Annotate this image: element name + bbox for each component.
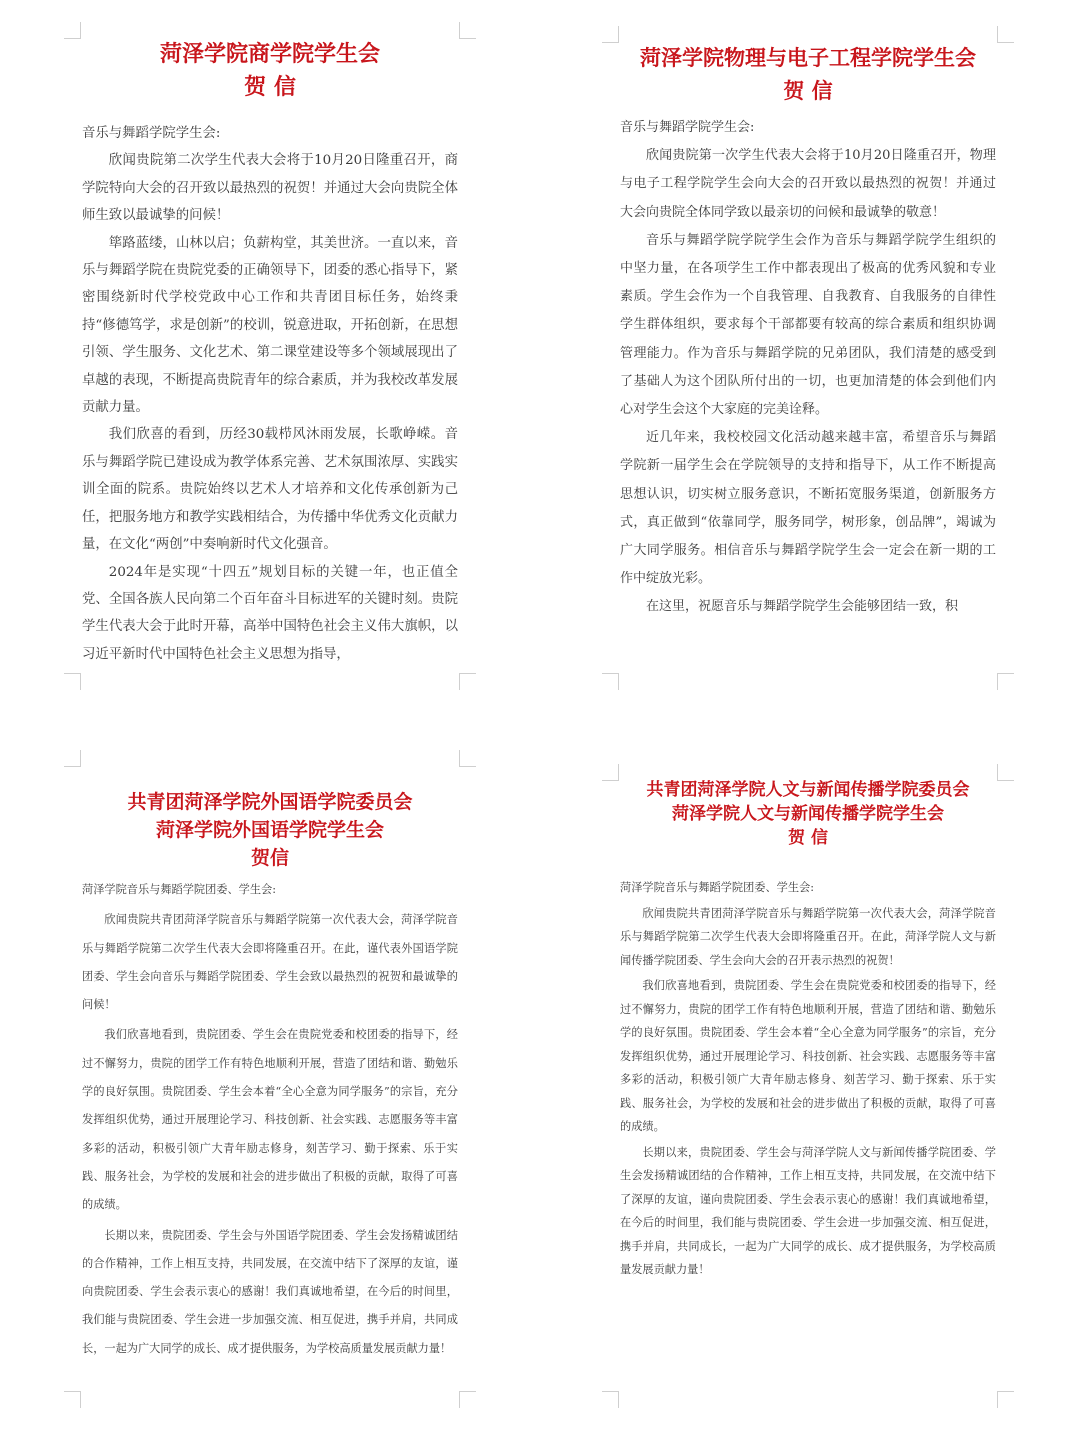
letter-paragraph: 近几年来，我校校园文化活动越来越丰富，希望音乐与舞蹈学院新一届学生会在学院领导的支持和指导下，从工作不断提高思想认识，切实树立服务意识，不断拓宽服务渠道，创新服务方式，真正做到“依靠同学，服务同学，树形象，创品牌”，竭诚为广大同学服务。相信音乐与舞蹈学院学生会一定会在新一期的工作中绽放光彩。 <box>620 430 996 587</box>
crop-mark <box>997 673 1014 690</box>
letter-title <box>598 778 1018 850</box>
letter-paragraph: 欣闻贵院第一次学生代表大会将于10月20日隆重召开，物理与电子工程学院学生会向大会的召开致以最热烈的祝贺！并通过大会向贵院全体同学致以最亲切的问候和最诚挚的敬意！ <box>620 148 996 220</box>
crop-mark <box>64 673 81 690</box>
title-line: 菏泽学院人文与新闻传播学院学生会 <box>672 804 944 824</box>
letter-greeting: 音乐与舞蹈学院学生会: <box>620 120 755 135</box>
title-line: 贺 信 <box>783 79 833 103</box>
crop-mark <box>602 673 619 690</box>
crop-mark <box>64 1391 81 1408</box>
title-line: 菏泽学院商学院学生会 <box>159 42 380 67</box>
crop-mark <box>602 1391 619 1408</box>
title-line: 贺 信 <box>788 828 828 848</box>
crop-mark <box>997 1391 1014 1408</box>
letter-paragraph: 在这里，祝愿音乐与舞蹈学院学生会能够团结一致，积 <box>646 599 959 615</box>
crop-mark <box>64 22 81 39</box>
letter-greeting: 菏泽学院音乐与舞蹈学院团委、学生会: <box>82 883 276 896</box>
letter-paragraph: 欣闻贵院共青团菏泽学院音乐与舞蹈学院第一次代表大会，菏泽学院音乐与舞蹈学院第二次学生代表大会即将隆重召开。在此，菏泽学院人文与新闻传播学院团委、学生会向大会的召开表示热烈的祝贺！ <box>620 906 996 967</box>
crop-mark <box>459 750 476 767</box>
title-line: 菏泽学院物理与电子工程学院学生会 <box>640 46 976 70</box>
letter-physics-school <box>598 22 1018 694</box>
letter-business-school <box>60 18 480 694</box>
crop-mark <box>459 673 476 690</box>
title-line: 共青团菏泽学院外国语学院委员会 <box>127 791 413 813</box>
crop-mark <box>997 764 1014 781</box>
letter-humanities-school <box>598 760 1018 1412</box>
title-line: 共青团菏泽学院人文与新闻传播学院委员会 <box>646 780 970 800</box>
letter-title <box>598 42 1018 108</box>
title-line: 贺 信 <box>244 75 296 100</box>
letter-title <box>60 788 480 872</box>
letter-paragraph: 音乐与舞蹈学院学院学生会作为音乐与舞蹈学院学生组织的中坚力量，在各项学生工作中都表现出了极高的优秀风貌和专业素质。学生会作为一个自我管理、自我教育、自我服务的自律性学生群体组织，要求每个干部都要有较高的综合素质和组织协调管理能力。作为音乐与舞蹈学院的兄弟团队，我们清楚的感受到了基础人为这个团队所付出的一切，也更加清楚的体会到他们内心对学生会这个大家庭的完美诠释。 <box>620 232 996 418</box>
letter-title <box>60 38 480 104</box>
letter-paragraph: 欣闻贵院共青团菏泽学院音乐与舞蹈学院第一次代表大会，菏泽学院音乐与舞蹈学院第二次学生代表大会即将隆重召开。在此，谨代表外国语学院团委、学生会向音乐与舞蹈学院团委、学生会致以最热烈的祝贺和最诚挚的问候！ <box>82 913 458 1012</box>
letter-greeting: 音乐与舞蹈学院学生会: <box>82 126 221 141</box>
letter-paragraph: 我们欣喜的看到，历经30载栉风沐雨发展，长歌峥嵘。音乐与舞蹈学院已建设成为教学体系完善、艺术氛围浓厚、实践实训全面的院系。贵院始终以艺术人才培养和文化传承创新为己任，把服务地方和教学实践相结合，为传播中华优秀文化贡献力量，在文化“两创”中奏响新时代文化强音。 <box>82 427 458 553</box>
letter-paragraph: 长期以来，贵院团委、学生会与外国语学院团委、学生会发扬精诚团结的合作精神，工作上相互支持，共同发展，在交流中结下了深厚的友谊，谨向贵院团委、学生会表示衷心的感谢！我们真诚地希望，在今后的时间里，我们能与贵院团委、学生会进一步加强交流、相互促进，携手并肩，共同成长，一起为广大同学的成长、成才提供服务，为学校高质量发展贡献力量！ <box>82 1228 458 1355</box>
title-line: 贺信 <box>250 847 289 869</box>
crop-mark <box>997 26 1014 43</box>
crop-mark <box>64 750 81 767</box>
letter-paragraph: 筚路蓝缕，山林以启；负薪构堂，其美世济。一直以来，音乐与舞蹈学院在贵院党委的正确领导下，团委的悉心指导下，紧密围绕新时代学校党政中心工作和共青团目标任务，始终秉持“修德笃学，求是创新”的校训，锐意进取，开拓创新，在思想引领、学生服务、文化艺术、第二课堂建设等多个领域展现出了卓越的表现，不断提高贵院青年的综合素质，并为我校改革发展贡献力量。 <box>82 235 458 416</box>
crop-mark <box>602 26 619 43</box>
letter-paragraph: 长期以来，贵院团委、学生会与菏泽学院人文与新闻传播学院团委、学生会发扬精诚团结的合作精神，工作上相互支持，共同发展，在交流中结下了深厚的友谊，谨向贵院团委、学生会表示衷心的感谢！我们真诚地希望，在今后的时间里，我们能与贵院团委、学生会进一步加强交流、相互促进，携手并肩，共同成长，一起为广大同学的成长、成才提供服务，为学校高质量发展贡献力量！ <box>620 1145 996 1276</box>
crop-mark <box>602 764 619 781</box>
letter-body <box>620 876 996 1282</box>
letter-paragraph: 我们欣喜地看到，贵院团委、学生会在贵院党委和校团委的指导下，经过不懈努力，贵院的团学工作有特色地顺利开展，营造了团结和谐、勤勉乐学的良好氛围。贵院团委、学生会本着“全心全意为同学服务”的宗旨，充分发挥组织优势，通过开展理论学习、科技创新、社会实践、志愿服务等丰富多彩的活动，积极引领广大青年励志修身、刻苦学习、勤于探索、乐于实践、服务社会，为学校的发展和社会的进步做出了积极的贡献，取得了可喜的成绩。 <box>620 979 996 1133</box>
letter-body <box>82 120 458 668</box>
letter-foreign-language-school <box>60 746 480 1412</box>
letter-paragraph: 2024年是实现“十四五”规划目标的关键一年，也正值全党、全国各族人民向第二个百年奋斗目标进军的关键时刻。贵院学生代表大会于此时开幕，高举中国特色社会主义伟大旗帜，以习近平新时代中国特色社会主义思想为指导， <box>82 564 458 662</box>
crop-mark <box>459 22 476 39</box>
letter-body <box>620 114 996 622</box>
letter-greeting: 菏泽学院音乐与舞蹈学院团委、学生会: <box>620 881 814 894</box>
crop-mark <box>459 1391 476 1408</box>
title-line: 菏泽学院外国语学院学生会 <box>155 819 384 841</box>
letter-paragraph: 欣闻贵院第二次学生代表大会将于10月20日隆重召开，商学院特向大会的召开致以最热烈的祝贺！并通过大会向贵院全体师生致以最诚挚的问候！ <box>82 153 458 224</box>
letter-paragraph: 我们欣喜地看到，贵院团委、学生会在贵院党委和校团委的指导下，经过不懈努力，贵院的团学工作有特色地顺利开展，营造了团结和谐、勤勉乐学的良好氛围。贵院团委、学生会本着“全心全意为同学服务”的宗旨，充分发挥组织优势，通过开展理论学习、科技创新、社会实践、志愿服务等丰富多彩的活动，积极引领广大青年励志修身，刻苦学习、勤于探索、乐于实践、服务社会，为学校的发展和社会的进步做出了积极的贡献，取得了可喜的成绩。 <box>82 1028 458 1212</box>
letter-body <box>82 876 458 1363</box>
